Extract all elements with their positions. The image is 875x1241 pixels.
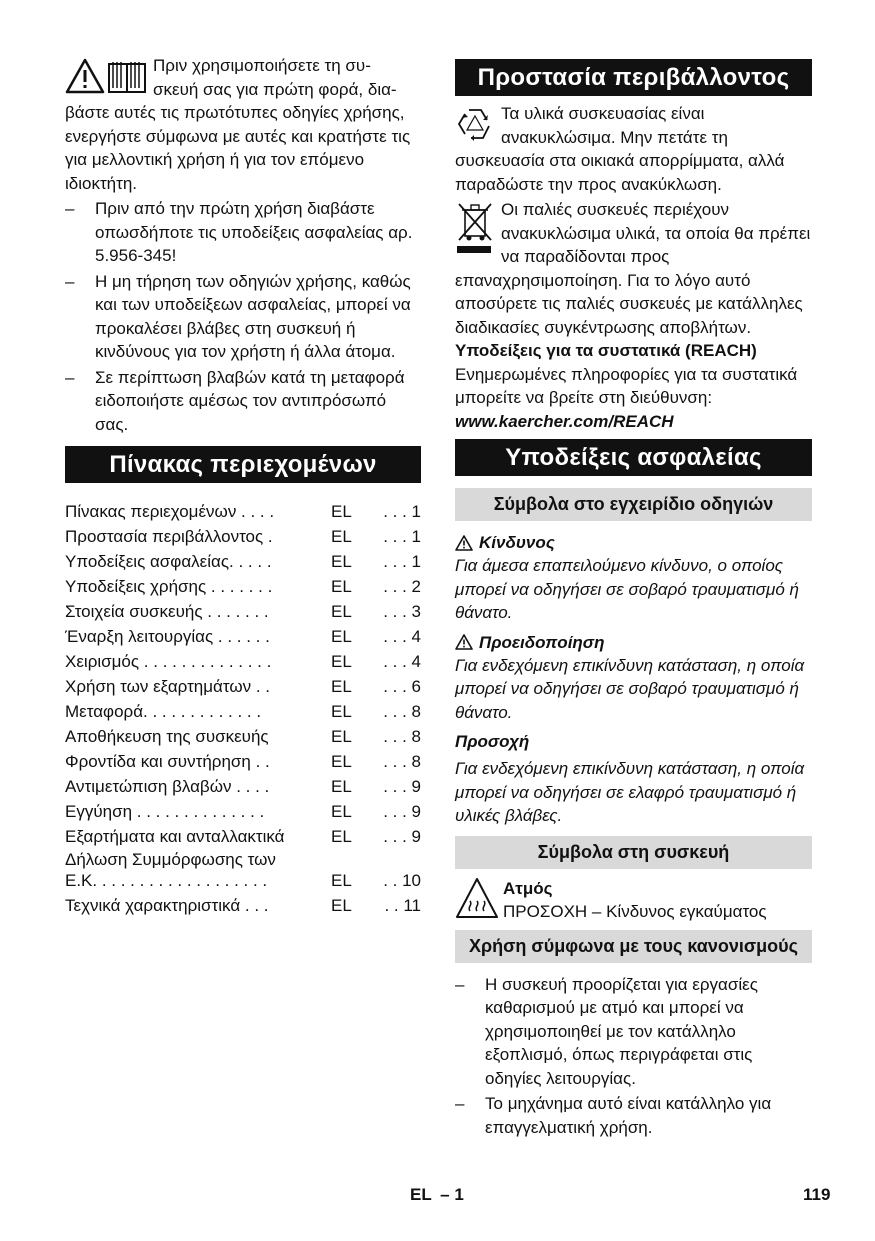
toc-row: Αντιμετώπιση βλαβών . . . . EL . . . 9 — [65, 777, 421, 796]
crossed-out-bin-icon — [455, 200, 495, 254]
recycling-icon — [455, 104, 495, 144]
danger-text: Για άμεσα επαπειλούμενο κίνδυνο, ο οποίος μπορεί να οδηγήσει σε σοβαρό τραυματισμό ή θάνατο. — [455, 556, 799, 622]
toc-row: Μεταφορά. . . . . . . . . . . . . EL . . . 8 — [65, 702, 421, 721]
danger-label: Κίνδυνος — [455, 531, 812, 554]
toc-row: Υποδείξεις ασφαλείας. . . . . EL . . . 1 — [65, 552, 421, 571]
bullet-item: – Πριν από την πρώτη χρήση διαβάστε οπωσδήποτε τις υποδείξεις ασφαλείας αρ. 5.956-345! — [65, 199, 413, 265]
toc-row: Πίνακας περιεχομένων . . . . EL . . . 1 — [65, 502, 421, 521]
toc-row: Στοιχεία συσκευής . . . . . . . EL . . . 3 — [65, 602, 421, 621]
bullet-item: – Σε περίπτωση βλαβών κατά τη μεταφορά ειδοποιήστε αμέσως τον αντιπρόσωπό σας. — [65, 367, 405, 434]
footer-lang — [410, 1185, 464, 1205]
left-column — [65, 54, 421, 918]
intro-bullets — [65, 197, 421, 436]
table-of-contents — [65, 499, 421, 918]
bullet-item: – Η μη τήρηση των οδηγιών χρήσης, καθώς και των υποδείξεων ασφαλείας, μπορεί να προκαλέσει βλάβες στη συσκευή ή κινδύνους για τον χρήστη ή άλλα άτομα. — [65, 271, 411, 361]
hot-steam-warning-icon — [455, 877, 499, 919]
toc-row: Αποθήκευση της συσκευής EL . . . 8 — [65, 727, 421, 746]
toc-row: Χρήση των εξαρτημάτων . . EL . . . 6 — [65, 677, 421, 696]
reach-text: Ενημερωμένες πληροφορίες για τα συστατικά μπορείτε να βρείτε στη διεύθυνση: — [455, 364, 798, 407]
environment-heading: Προστασία περιβάλλοντος — [455, 59, 812, 96]
warning-manual-icons — [65, 56, 149, 96]
device-symbols-heading: Σύμβολα στη συσκευή — [455, 836, 812, 869]
toc-row: Έναρξη λειτουργίας . . . . . . EL . . . 4 — [65, 627, 421, 646]
toc-row: Εγγύηση . . . . . . . . . . . . . . EL . . . 9 — [65, 802, 421, 821]
page-number: 119 — [803, 1185, 831, 1204]
warning-text: Για ενδεχόμενη επικίνδυνη κατάσταση, η οποία μπορεί να οδηγήσει σε σοβαρό τραυματισμό ή θάνατο. — [455, 655, 805, 722]
old-devices-block — [455, 198, 812, 339]
toc-row-declaration: Δήλωση Συμμόρφωσης των Ε.Κ. . . . . . . . . . . . . . . . . . . EL . . 10 — [65, 850, 421, 890]
footer-page-ref: – 1 — [440, 1185, 464, 1204]
old-devices-text: Οι παλιές συσκευές περιέχουν ανακυκλώσιμα υλικά, τα οποία θα πρέπει να παραδίδονται προς επαναχρησιμοποίηση. Για το λόγο αυτό αποσύρετε τις παλιές συσκευές με κατάλληλες διαδικασίες συγκέντρωσης αποβλήτων. — [455, 200, 811, 337]
intended-use-heading: Χρήση σύμφωνα με τους κανονισμούς — [455, 930, 812, 963]
caution-label: Προσοχή — [455, 732, 530, 751]
toc-row: Χειρισμός . . . . . . . . . . . . . . EL . . . 4 — [65, 652, 421, 671]
safety-heading: Υποδείξεις ασφαλείας — [455, 439, 812, 476]
intro-text-second: σκευή σας για πρώτη φορά, δια- — [153, 79, 397, 99]
packaging-text: Τα υλικά συσκευασίας είναι ανακυκλώσιμα. Μην πετάτε τη συσκευασία στα οικιακά απορρίμματα, αλλά παραδώστε την προς ανακύκλωση. — [455, 104, 785, 194]
toc-row: Τεχνικά χαρακτηριστικά . . . EL . . 11 — [65, 896, 421, 915]
warning-triangle-icon — [455, 634, 473, 650]
reach-title: Υποδείξεις για τα συστατικά (REACH) — [455, 341, 757, 360]
steam-symbol-block — [455, 877, 812, 924]
steam-text: ΠΡΟΣΟΧΗ – Κίνδυνος εγκαύματος — [503, 902, 767, 921]
warning-book-icon — [65, 56, 149, 96]
footer-lang-label: EL — [410, 1185, 432, 1204]
intended-use-bullets — [455, 973, 812, 1140]
toc-row: Εξαρτήματα και ανταλλακτικά EL . . . 9 — [65, 827, 421, 846]
toc-row: Προστασία περιβάλλοντος . EL . . . 1 — [65, 527, 421, 546]
manual-symbols-heading: Σύμβολα στο εγχειρίδιο οδηγιών — [455, 488, 812, 521]
packaging-recycling-block — [455, 102, 812, 196]
warning-label: Προειδοποίηση — [455, 631, 812, 654]
right-column — [455, 59, 812, 1139]
toc-row: Υποδείξεις χρήσης . . . . . . . EL . . . 2 — [65, 577, 421, 596]
intro-block — [65, 54, 421, 195]
toc-row: Φροντίδα και συντήρηση . . EL . . . 8 — [65, 752, 421, 771]
bullet-item: – Το μηχάνημα αυτό είναι κατάλληλο για επαγγελματική χρήση. — [455, 1094, 772, 1137]
bullet-item: – Η συσκευή προορίζεται για εργασίες καθαρισμού με ατμό και μπορεί να χρησιμοποιηθεί με τον κατάλληλο εξοπλισμό, όπως περιγράφεται στις οδηγίες λειτουργίας. — [455, 974, 758, 1088]
toc-heading: Πίνακας περιεχομένων — [65, 446, 421, 483]
steam-label: Ατμός — [503, 878, 553, 898]
warning-triangle-icon — [455, 535, 473, 551]
intro-text-first: Πριν χρησιμοποιήσετε τη συ- — [153, 56, 371, 75]
reach-url: www.kaercher.com/REACH — [455, 411, 674, 431]
intro-text-rest: βάστε αυτές τις πρωτότυπες οδηγίες χρήσης, ενεργήστε σύμφωνα με αυτές και κρατήστε τις για μελλοντική χρήση ή για τον επόμενο ιδιοκτήτη. — [65, 103, 411, 193]
caution-text: Για ενδεχόμενη επικίνδυνη κατάσταση, η οποία μπορεί να οδηγήσει σε ελαφρό τραυματισμό ή υλικές βλάβες. — [455, 759, 805, 825]
